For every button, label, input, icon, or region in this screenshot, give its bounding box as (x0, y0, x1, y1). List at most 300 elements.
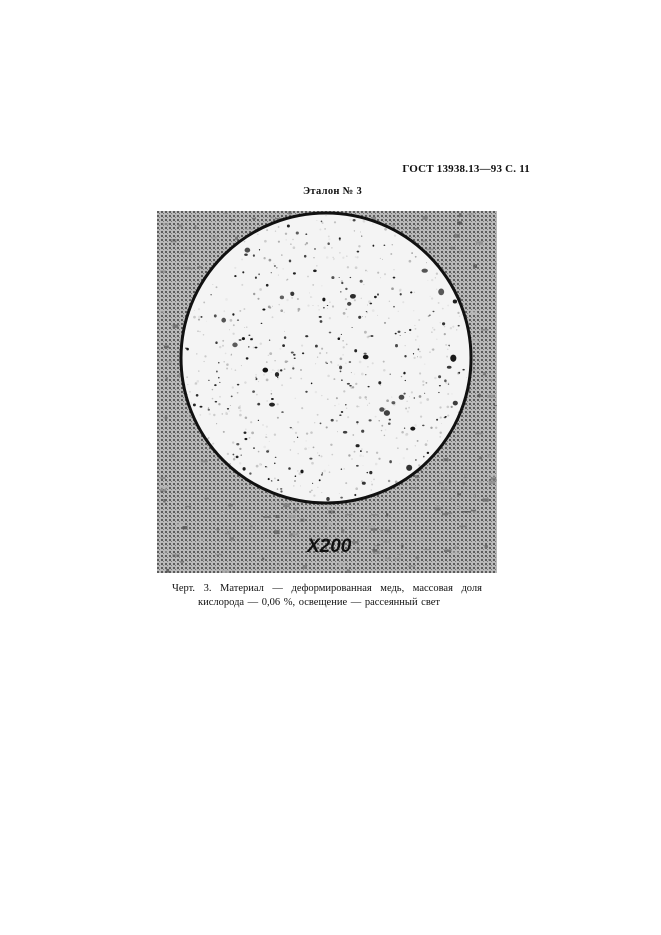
field-grain (399, 463, 400, 464)
halftone-speck (469, 569, 473, 571)
field-grain (338, 404, 339, 405)
field-grain (427, 440, 428, 441)
field-grain (337, 364, 339, 366)
field-grain (317, 487, 318, 488)
oxide-inclusion (339, 366, 342, 370)
oxide-inclusion (266, 450, 269, 452)
oxide-inclusion (436, 419, 438, 421)
field-grain (380, 385, 381, 386)
field-grain (346, 344, 348, 346)
oxide-inclusion (379, 407, 384, 412)
field-grain (355, 266, 358, 269)
halftone-speck (158, 365, 161, 367)
halftone-speck (446, 240, 449, 242)
field-grain (337, 431, 338, 432)
field-grain (336, 397, 338, 399)
field-grain (431, 332, 432, 333)
halftone-speck (462, 511, 469, 513)
field-grain (274, 360, 275, 361)
field-grain (326, 256, 329, 259)
oxide-inclusion (248, 346, 249, 347)
oxide-inclusion (210, 294, 211, 295)
oxide-inclusion (357, 251, 360, 253)
oxide-inclusion (236, 443, 239, 445)
field-grain (388, 317, 390, 319)
field-grain (389, 301, 390, 302)
field-grain (275, 231, 276, 232)
field-grain (290, 449, 291, 450)
field-grain (415, 328, 417, 330)
halftone-speck (180, 532, 182, 534)
field-grain (293, 485, 295, 487)
halftone-speck (472, 339, 478, 341)
field-grain (436, 289, 437, 290)
field-grain (189, 391, 191, 393)
halftone-speck (271, 568, 275, 572)
field-grain (363, 465, 364, 466)
field-grain (431, 349, 432, 350)
field-grain (290, 377, 292, 379)
field-grain (262, 424, 263, 425)
field-grain (277, 403, 279, 405)
field-grain (377, 272, 379, 274)
halftone-speck (442, 469, 445, 472)
field-grain (206, 321, 207, 322)
oxide-inclusion (311, 382, 313, 384)
field-grain (276, 267, 278, 269)
field-grain (349, 219, 350, 220)
halftone-speck (457, 221, 462, 224)
halftone-speck (166, 377, 168, 380)
field-grain (431, 297, 433, 299)
field-grain (361, 373, 364, 376)
field-grain (333, 259, 334, 260)
halftone-speck (449, 481, 451, 483)
oxide-inclusion (248, 335, 250, 336)
field-grain (323, 470, 326, 473)
field-grain (413, 357, 415, 359)
field-grain (199, 414, 201, 416)
field-grain (317, 414, 319, 416)
field-grain (291, 297, 293, 299)
oxide-inclusion (259, 249, 260, 250)
oxide-inclusion (196, 394, 199, 397)
field-grain (277, 369, 280, 372)
field-grain (244, 241, 245, 242)
oxide-inclusion (424, 393, 425, 394)
field-grain (452, 326, 454, 328)
field-grain (366, 451, 368, 453)
field-grain (390, 253, 392, 255)
halftone-speck (288, 211, 291, 214)
field-grain (271, 372, 272, 373)
field-grain (241, 258, 243, 260)
oxide-inclusion (305, 233, 307, 235)
halftone-speck (327, 505, 331, 509)
oxide-inclusion (458, 325, 460, 327)
field-grain (405, 345, 406, 346)
field-grain (415, 256, 417, 258)
field-grain (432, 327, 433, 328)
field-grain (348, 454, 350, 456)
field-grain (278, 275, 279, 276)
halftone-speck (160, 270, 166, 272)
oxide-inclusion (208, 380, 210, 381)
field-grain (424, 363, 426, 365)
halftone-speck (386, 513, 388, 516)
oxide-inclusion (289, 259, 291, 262)
field-grain (362, 455, 363, 456)
field-grain (269, 441, 270, 442)
field-grain (272, 369, 274, 371)
oxide-inclusion (232, 343, 237, 348)
field-grain (410, 333, 411, 334)
oxide-inclusion (244, 253, 248, 255)
field-grain (401, 376, 402, 377)
page-header-standard-ref: ГОСТ 13938.13—93 С. 11 (402, 163, 530, 175)
field-grain (281, 254, 283, 256)
oxide-inclusion (341, 379, 343, 381)
oxide-inclusion (403, 372, 405, 375)
oxide-inclusion (227, 408, 229, 410)
halftone-speck (183, 526, 188, 529)
oxide-inclusion (331, 276, 334, 279)
halftone-speck (160, 477, 165, 479)
field-grain (440, 322, 441, 323)
field-grain (269, 307, 271, 309)
figure-title: Эталон № 3 (303, 186, 362, 197)
oxide-inclusion (422, 425, 425, 427)
oxide-inclusion (347, 302, 351, 306)
halftone-speck (483, 372, 486, 375)
halftone-speck (177, 523, 184, 526)
field-grain (345, 482, 347, 484)
field-grain (204, 355, 206, 357)
field-grain (213, 414, 215, 416)
field-grain (365, 316, 366, 317)
halftone-speck (371, 528, 378, 531)
field-grain (343, 390, 345, 392)
halftone-speck (416, 556, 419, 559)
field-grain (329, 317, 331, 319)
field-grain (448, 382, 449, 383)
oxide-inclusion (263, 368, 269, 373)
field-grain (295, 432, 297, 434)
field-grain (426, 382, 428, 384)
field-grain (208, 437, 210, 439)
field-grain (417, 356, 418, 357)
oxide-inclusion (374, 296, 377, 298)
field-grain (457, 302, 459, 304)
oxide-inclusion (313, 269, 317, 272)
oxide-inclusion (404, 355, 406, 357)
oxide-inclusion (414, 397, 416, 398)
halftone-speck (426, 249, 433, 251)
field-grain (212, 284, 213, 285)
field-grain (434, 377, 436, 379)
field-grain (366, 399, 367, 400)
oxide-inclusion (253, 447, 255, 449)
oxide-inclusion (297, 437, 298, 438)
field-grain (394, 234, 396, 236)
halftone-speck (222, 512, 225, 514)
oxide-inclusion (326, 497, 330, 501)
field-grain (318, 455, 320, 457)
field-grain (317, 452, 318, 453)
halftone-speck (194, 225, 196, 229)
halftone-speck (230, 537, 234, 540)
field-grain (235, 369, 237, 371)
field-grain (405, 408, 407, 410)
oxide-inclusion (280, 490, 282, 492)
field-grain (402, 301, 404, 303)
field-grain (385, 429, 387, 431)
oxide-inclusion (429, 315, 431, 316)
halftone-speck (357, 547, 360, 551)
field-grain (339, 336, 341, 338)
field-grain (226, 364, 228, 366)
oxide-inclusion (250, 338, 253, 340)
field-grain (344, 468, 345, 469)
halftone-speck (160, 489, 166, 492)
halftone-speck (323, 525, 326, 527)
oxide-inclusion (427, 452, 430, 454)
field-grain (333, 378, 335, 380)
field-grain (234, 456, 235, 457)
oxide-inclusion (398, 331, 401, 333)
halftone-speck (457, 506, 461, 508)
field-grain (309, 491, 311, 493)
oxide-inclusion (241, 455, 242, 456)
field-grain (292, 428, 294, 430)
figure-caption (172, 582, 482, 610)
field-grain (433, 329, 435, 331)
field-grain (359, 454, 362, 457)
field-grain (354, 451, 356, 453)
field-grain (286, 299, 288, 301)
halftone-speck (252, 218, 256, 220)
halftone-speck (487, 395, 495, 398)
oxide-inclusion (354, 494, 356, 496)
field-grain (346, 255, 348, 257)
field-grain (418, 319, 420, 321)
field-grain (285, 233, 287, 235)
field-grain (396, 437, 398, 439)
field-grain (415, 445, 416, 446)
field-grain (305, 244, 307, 246)
oxide-inclusion (293, 272, 296, 274)
field-grain (368, 300, 371, 303)
field-grain (419, 351, 421, 353)
field-grain (248, 432, 249, 433)
oxide-inclusion (268, 478, 270, 480)
oxide-inclusion (418, 348, 420, 350)
field-grain (197, 380, 200, 383)
field-grain (367, 336, 370, 339)
field-grain (327, 308, 328, 309)
field-grain (230, 405, 231, 406)
field-grain (326, 426, 328, 428)
halftone-speck (205, 498, 209, 500)
field-grain (359, 361, 362, 364)
oxide-inclusion (255, 347, 258, 349)
field-grain (436, 273, 438, 275)
field-grain (444, 326, 445, 327)
oxide-inclusion (312, 483, 313, 484)
oxide-inclusion (258, 273, 260, 275)
field-grain (278, 304, 279, 305)
oxide-inclusion (244, 438, 247, 440)
field-grain (361, 298, 362, 299)
field-grain (322, 222, 324, 224)
field-grain (222, 345, 224, 347)
field-grain (363, 284, 364, 285)
halftone-speck (424, 549, 431, 550)
halftone-speck (275, 515, 279, 518)
field-grain (331, 247, 332, 248)
field-grain (367, 305, 368, 306)
oxide-inclusion (361, 430, 364, 433)
field-grain (409, 260, 412, 263)
oxide-inclusion (384, 410, 390, 416)
oxide-inclusion (369, 303, 372, 305)
oxide-inclusion (384, 245, 386, 246)
halftone-speck (371, 514, 378, 515)
halftone-speck (172, 554, 180, 557)
halftone-speck (459, 251, 461, 253)
halftone-speck (392, 224, 395, 227)
field-grain (354, 299, 356, 301)
field-grain (459, 315, 460, 316)
field-grain (456, 329, 457, 330)
oxide-inclusion (314, 248, 316, 249)
oxide-inclusion (280, 296, 284, 300)
field-grain (422, 380, 424, 382)
field-grain (417, 336, 419, 338)
field-grain (321, 285, 322, 286)
oxide-inclusion (201, 316, 203, 318)
oxide-inclusion (345, 404, 347, 405)
halftone-speck (262, 558, 264, 561)
oxide-inclusion (400, 293, 402, 295)
field-grain (380, 258, 381, 259)
field-grain (342, 354, 343, 355)
field-grain (224, 458, 225, 459)
oxide-inclusion (237, 384, 239, 386)
field-grain (297, 453, 299, 455)
field-grain (221, 413, 223, 415)
halftone-speck (216, 554, 223, 556)
field-grain (429, 351, 430, 352)
oxide-inclusion (393, 306, 395, 308)
field-grain (290, 243, 292, 245)
oxide-inclusion (360, 450, 362, 452)
halftone-speck (373, 545, 379, 547)
caption-line-1: Черт. 3. Материал — деформированная медь, массовая доля (172, 583, 482, 594)
field-grain (238, 406, 241, 409)
halftone-speck (411, 487, 417, 488)
halftone-speck (162, 487, 165, 489)
caption-line-2: кислорода — 0,06 %, освещение — рассеянный свет (198, 597, 440, 608)
field-grain (403, 457, 405, 459)
field-grain (231, 354, 232, 355)
halftone-speck (451, 551, 459, 554)
halftone-speck (166, 360, 172, 363)
micrograph-image (157, 211, 497, 573)
field-grain (372, 309, 375, 312)
field-grain (447, 305, 449, 307)
oxide-inclusion (255, 277, 257, 279)
field-grain (295, 398, 296, 399)
halftone-speck (459, 525, 467, 527)
oxide-inclusion (309, 458, 312, 460)
oxide-inclusion (438, 289, 444, 296)
field-grain (263, 257, 265, 259)
field-grain (318, 309, 320, 311)
oxide-inclusion (274, 265, 276, 267)
halftone-speck (347, 569, 350, 573)
oxide-inclusion (244, 432, 247, 434)
oxide-inclusion (377, 293, 379, 295)
oxide-inclusion (448, 345, 450, 347)
field-grain (212, 443, 214, 445)
field-grain (388, 480, 390, 482)
oxide-inclusion (302, 352, 304, 354)
oxide-inclusion (405, 332, 406, 333)
field-grain (245, 417, 248, 420)
oxide-inclusion (292, 367, 294, 369)
field-grain (360, 231, 361, 232)
oxide-inclusion (349, 385, 352, 387)
field-grain (233, 458, 236, 461)
oxide-inclusion (353, 219, 356, 221)
field-grain (231, 369, 232, 370)
field-grain (371, 484, 373, 486)
field-grain (323, 246, 326, 249)
field-grain (198, 370, 199, 371)
field-grain (186, 376, 187, 377)
field-grain (426, 398, 429, 401)
field-grain (414, 325, 415, 326)
halftone-speck (185, 251, 187, 252)
oxide-inclusion (448, 384, 450, 385)
halftone-speck (489, 379, 494, 380)
field-grain (301, 407, 303, 409)
oxide-inclusion (253, 254, 255, 256)
field-grain (347, 416, 349, 418)
field-grain (327, 375, 330, 378)
oxide-inclusion (327, 242, 329, 245)
halftone-speck (444, 550, 452, 552)
field-grain (398, 311, 399, 312)
oxide-inclusion (360, 280, 363, 283)
field-grain (266, 361, 268, 363)
field-grain (441, 423, 442, 424)
field-grain (324, 228, 326, 230)
field-grain (393, 269, 395, 271)
oxide-inclusion (249, 472, 251, 474)
field-grain (229, 410, 230, 411)
halftone-speck (201, 460, 207, 462)
oxide-inclusion (246, 357, 249, 359)
oxide-inclusion (280, 369, 282, 371)
oxide-inclusion (271, 272, 272, 273)
field-grain (313, 494, 315, 496)
halftone-speck (180, 561, 184, 563)
field-grain (405, 434, 408, 437)
field-grain (358, 406, 359, 407)
field-grain (222, 340, 224, 342)
